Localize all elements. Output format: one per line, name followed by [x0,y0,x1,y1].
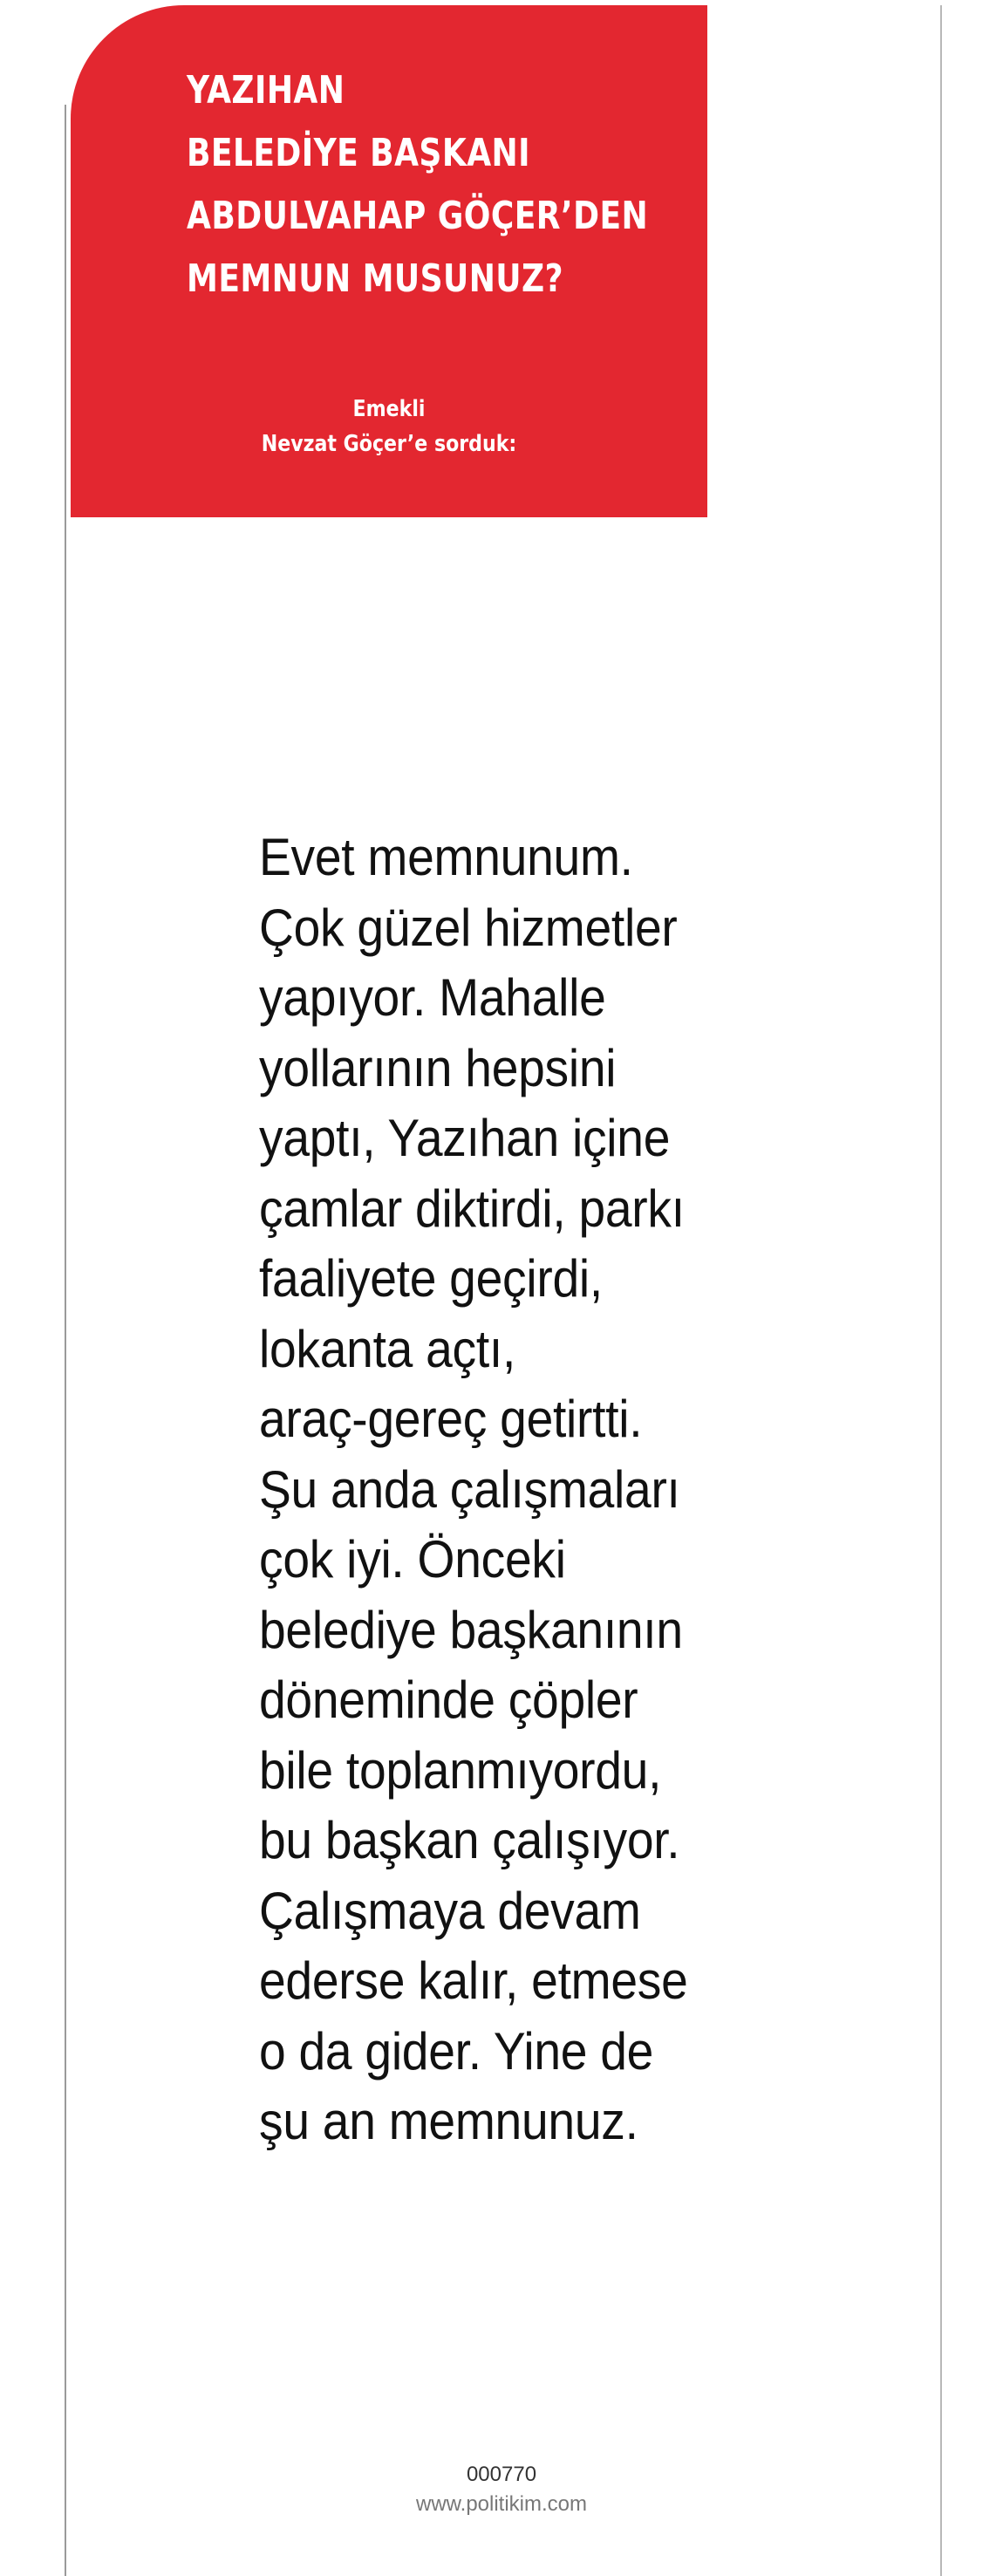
headline-line: MEMNUN MUSUNUZ? [187,256,563,301]
footer [0,2460,1003,2519]
answer-line: çamlar diktirdi, parkı [259,1179,685,1238]
headline-line: ABDULVAHAP GÖÇER’DEN [187,194,649,238]
answer-line: Şu anda çalışmaları [259,1459,680,1519]
answer-line: Çalışmaya devam [259,1881,641,1940]
answer-line: yollarının hepsini [259,1038,617,1097]
answer-line: bile toplanmıyordu, [259,1740,662,1800]
byline-line: Nevzat Göçer’e sorduk: [261,431,517,457]
answer-line: belediye başkanının [259,1600,683,1659]
header-banner [71,5,707,517]
byline-line: Emekli [352,396,426,422]
answer-line: ederse kalır, etmese [259,1951,688,2010]
answer-line: bu başkan çalışıyor. [259,1811,680,1869]
footer-website-link[interactable]: www.politikim.com [415,2492,588,2516]
answer-line: o da gider. Yine de [259,2021,654,2081]
answer-line: Çok güzel hizmetler [259,898,678,957]
answer-line: döneminde çöpler [259,1671,638,1729]
page-frame-left-line [65,105,66,2576]
answer-line: faaliyete geçirdi, [259,1249,603,1308]
answer-line: Evet memnunum. [259,828,633,886]
answer-line: araç-gereç getirtti. [259,1390,643,1448]
headline [187,59,649,311]
headline-line: BELEDİYE BAŞKANI [187,131,530,175]
answer-line: yaptı, Yazıhan içine [259,1109,671,1167]
answer-line: lokanta açtı, [259,1319,516,1378]
byline [71,392,707,461]
answer-line: yapıyor. Mahalle [259,968,606,1027]
page-frame-right-line [940,5,942,2576]
interview-answer [259,823,756,2157]
footer-code: 000770 [466,2463,537,2486]
headline-line: YAZIHAN [187,68,345,113]
answer-line: şu an memnunuz. [259,2092,638,2150]
answer-line: çok iyi. Önceki [259,1530,566,1589]
